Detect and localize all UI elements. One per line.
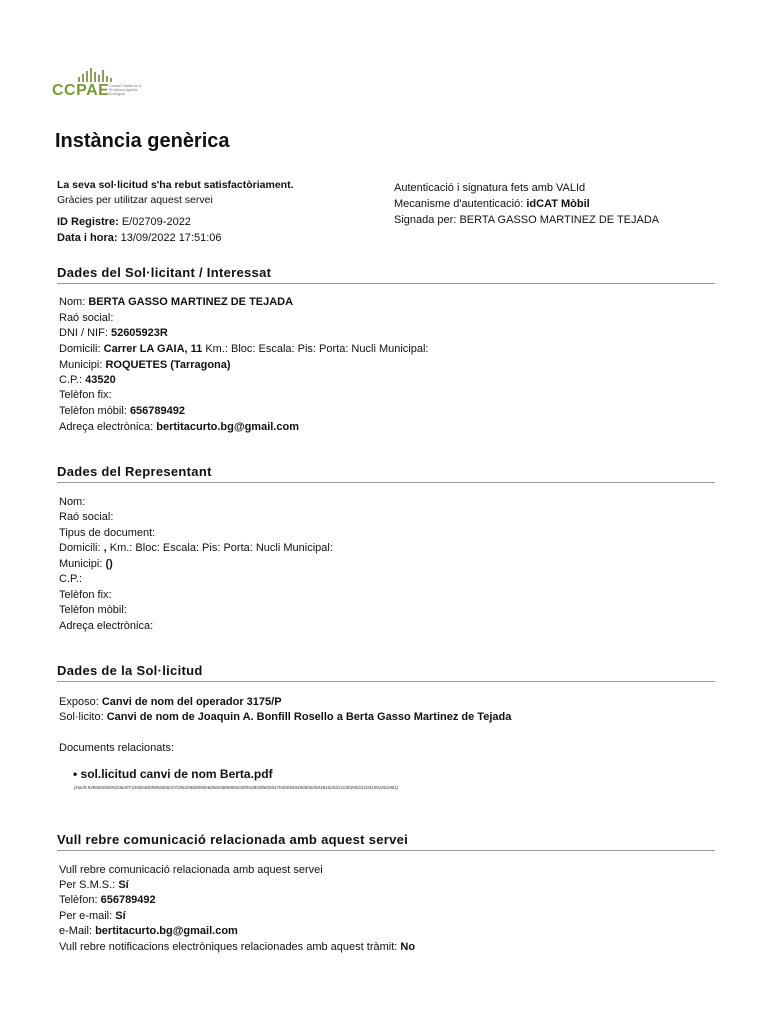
- request-heading: Dades de la Sol·licitud: [57, 663, 203, 678]
- representative-municipality: [59, 557, 113, 571]
- applicant-postal-value: 43520: [85, 374, 116, 386]
- representative-address: [59, 541, 333, 555]
- applicant-email-value: bertitacurto.bg@gmail.com: [156, 421, 299, 433]
- applicant-municipality: [59, 358, 231, 372]
- applicant-address-value: Carrer LA GAIA, 11: [103, 343, 203, 355]
- representative-mobile-label: Telèfon mòbil:: [59, 604, 127, 616]
- bullet-icon: •: [73, 767, 78, 781]
- request-solicit-label: Sol·licito:: [59, 711, 104, 723]
- auth-signed-label: Signada per:: [394, 214, 457, 226]
- communication-notifications-value: No: [400, 941, 416, 953]
- applicant-address-label: Domicili:: [59, 343, 101, 355]
- representative-address-label: Domicili:: [59, 542, 101, 554]
- request-docs-label: Documents relacionats:: [59, 742, 174, 754]
- representative-doc-label: Tipus de document:: [59, 527, 156, 539]
- request-solicit-value: Canvi de nom de Joaquin A. Bonfill Rosello a Berta Gasso Martinez de Tejada: [106, 711, 512, 723]
- document-hash: (Hash:8490650550520640710550480590600620720620560590560560380880033091084086000470400940450600260361020221030200231031001001061): [74, 785, 399, 790]
- ccpae-logo: [52, 66, 148, 100]
- applicant-email: [59, 420, 299, 434]
- registry-date: [57, 231, 222, 245]
- registry-id: [57, 215, 191, 229]
- request-solicit: [59, 710, 511, 724]
- applicant-phone-label: Telèfon fix:: [59, 389, 112, 401]
- applicant-company-label: Raó social:: [59, 312, 114, 324]
- communication-notifications-label: Vull rebre notificacions electròniques relacionades amb aquest tràmit:: [59, 941, 398, 953]
- representative-postal-label: C.P.:: [59, 573, 83, 585]
- communication-intro: Vull rebre comunicació relacionada amb aquest servei: [59, 864, 323, 876]
- representative-address-value: ,: [103, 542, 107, 554]
- representative-municipality-label: Municipi:: [59, 558, 103, 570]
- representative-divider: [57, 482, 715, 483]
- document-list-item[interactable]: [73, 767, 273, 781]
- communication-email-opt: [59, 909, 126, 923]
- receipt-message: La seva sol·licitud s'ha rebut satisfactòriament.: [57, 179, 294, 191]
- applicant-dni-label: DNI / NIF:: [59, 327, 108, 339]
- logo-subtitle: Consell Català de la Producció Agrària Ecològica: [109, 84, 142, 97]
- communication-email-label: e-Mail:: [59, 925, 93, 937]
- applicant-municipality-value: ROQUETES (Tarragona): [105, 359, 231, 371]
- applicant-postal: [59, 373, 116, 387]
- applicant-divider: [57, 283, 715, 284]
- registry-id-label: ID Registre:: [57, 216, 119, 228]
- receipt-thanks: Gràcies per utilitzar aquest servei: [57, 194, 213, 206]
- applicant-mobile-value: 656789492: [129, 405, 185, 417]
- representative-heading: Dades del Representant: [57, 464, 212, 479]
- applicant-name: [59, 295, 293, 309]
- communication-divider: [57, 850, 715, 851]
- request-expose-label: Exposo:: [59, 696, 99, 708]
- representative-email-label: Adreça electrònica:: [59, 620, 154, 632]
- auth-line: Autenticació i signatura fets amb VALId: [394, 182, 586, 194]
- registry-date-label: Data i hora:: [57, 232, 118, 244]
- communication-sms-value: Sí: [118, 879, 129, 891]
- request-expose-value: Canvi de nom del operador 3175/P: [101, 696, 282, 708]
- communication-email-opt-value: Sí: [115, 910, 126, 922]
- registry-id-value: E/02709-2022: [121, 216, 191, 228]
- applicant-postal-label: C.P.:: [59, 374, 83, 386]
- communication-email-value: bertitacurto.bg@gmail.com: [95, 925, 238, 937]
- registry-date-value: 13/09/2022 17:51:06: [120, 232, 222, 244]
- request-expose: [59, 695, 282, 709]
- applicant-heading: Dades del Sol·licitant / Interessat: [57, 265, 272, 280]
- applicant-name-value: BERTA GASSO MARTINEZ DE TEJADA: [88, 296, 294, 308]
- applicant-address: [59, 342, 428, 356]
- representative-municipality-value: (): [105, 558, 113, 570]
- communication-phone-value: 656789492: [100, 894, 156, 906]
- communication-email: [59, 924, 238, 938]
- communication-phone-label: Telèfon:: [59, 894, 98, 906]
- communication-sms-label: Per S.M.S.:: [59, 879, 116, 891]
- applicant-address-rest: Km.: Bloc: Escala: Pis: Porta: Nucli Municipal:: [205, 343, 429, 355]
- communication-heading: Vull rebre comunicació relacionada amb aquest servei: [57, 832, 409, 847]
- applicant-email-label: Adreça electrònica:: [59, 421, 154, 433]
- applicant-name-label: Nom:: [59, 296, 86, 308]
- applicant-dni-value: 52605923R: [110, 327, 168, 339]
- request-divider: [57, 681, 715, 682]
- auth-mechanism: [394, 197, 590, 211]
- logo-bars-icon: [78, 66, 138, 82]
- logo-wordmark: CCPAE: [52, 82, 110, 99]
- auth-mechanism-value: idCAT Mòbil: [526, 198, 590, 210]
- applicant-mobile-label: Telèfon mòbil:: [59, 405, 127, 417]
- communication-notifications: [59, 940, 415, 954]
- representative-address-rest: Km.: Bloc: Escala: Pis: Porta: Nucli Municipal:: [109, 542, 333, 554]
- communication-sms: [59, 878, 129, 892]
- applicant-dni: [59, 326, 168, 340]
- auth-signed: [394, 213, 659, 227]
- communication-email-opt-label: Per e-mail:: [59, 910, 113, 922]
- document-link[interactable]: sol.licitud canvi de nom Berta.pdf: [80, 767, 273, 781]
- communication-phone: [59, 893, 156, 907]
- representative-name-label: Nom:: [59, 496, 86, 508]
- applicant-mobile: [59, 404, 185, 418]
- representative-phone-label: Telèfon fix:: [59, 589, 112, 601]
- applicant-municipality-label: Municipi:: [59, 359, 103, 371]
- auth-mechanism-label: Mecanisme d'autenticació:: [394, 198, 524, 210]
- representative-company-label: Raó social:: [59, 511, 114, 523]
- page-title: Instància genèrica: [55, 130, 230, 152]
- auth-signed-value: BERTA GASSO MARTINEZ DE TEJADA: [459, 214, 660, 226]
